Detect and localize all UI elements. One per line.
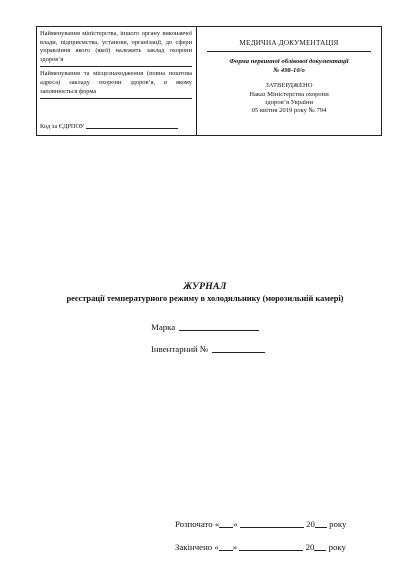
medical-documentation-line: [207, 51, 371, 52]
edrpou-code-label: Код за ЄДРПОУ: [40, 123, 85, 130]
inventory-input-line: [212, 352, 265, 353]
medical-documentation-label: МЕДИЧНА ДОКУМЕНТАЦІЯ: [239, 39, 339, 47]
inventory-label: Інвентарний №: [151, 344, 209, 354]
start-year-suffix: року: [329, 519, 347, 529]
edrpou-code-field: [86, 128, 178, 129]
brand-field-row: [151, 322, 259, 332]
start-date-label: Розпочато «: [175, 519, 220, 529]
end-date-label: Закінчено «: [175, 542, 219, 552]
end-date-row: [175, 542, 346, 552]
location-line: [40, 98, 192, 99]
institution-block: [40, 30, 192, 130]
start-year-line: [315, 527, 327, 528]
org-name-line: [40, 66, 192, 67]
inventory-field-row: [151, 344, 265, 354]
start-year-prefix: 20: [306, 519, 315, 529]
end-year-suffix: року: [328, 542, 346, 552]
end-month-line: [239, 550, 303, 551]
order-date: 05 квітня 2019 року № 794: [251, 107, 327, 115]
form-number: № 498-10/о: [273, 66, 305, 74]
edrpou-code-line: [40, 123, 192, 132]
org-name-text: Найменування міністерства, іншого органу виконавчої влади, підприємства, установи, організації, до сфери управління якого (якої) належить заклад охорони здоров’я: [40, 30, 192, 63]
form-label: Форма первинної облікової документації: [229, 58, 349, 66]
end-year-line: [314, 550, 326, 551]
header-divider: [196, 27, 197, 135]
end-year-prefix: 20: [305, 542, 315, 552]
journal-subtitle: реєстрації температурного режиму в холодильнику (морозильній камері): [66, 294, 344, 303]
start-month-line: [240, 527, 304, 528]
end-day-line: [219, 550, 233, 551]
journal-title: ЖУРНАЛ: [183, 281, 227, 292]
header-box: [36, 26, 382, 136]
location-text: Найменування та місцезнаходження (повна поштова адреса) закладу охорони здоров’я, в якому заповнюється форма: [40, 70, 192, 95]
brand-input-line: [179, 330, 259, 331]
start-close-quote: »: [233, 519, 238, 529]
start-date-row: [175, 519, 346, 529]
order-line-1: Наказ Міністерства охорони: [249, 90, 329, 98]
start-day-line: [219, 527, 233, 528]
end-close-quote: »: [232, 542, 238, 552]
brand-label: Марка: [151, 322, 176, 332]
form-info-block: [203, 39, 375, 116]
order-line-2: здоров’я України: [264, 99, 314, 107]
approved-label: ЗАТВЕРДЖЕНО: [265, 82, 313, 90]
